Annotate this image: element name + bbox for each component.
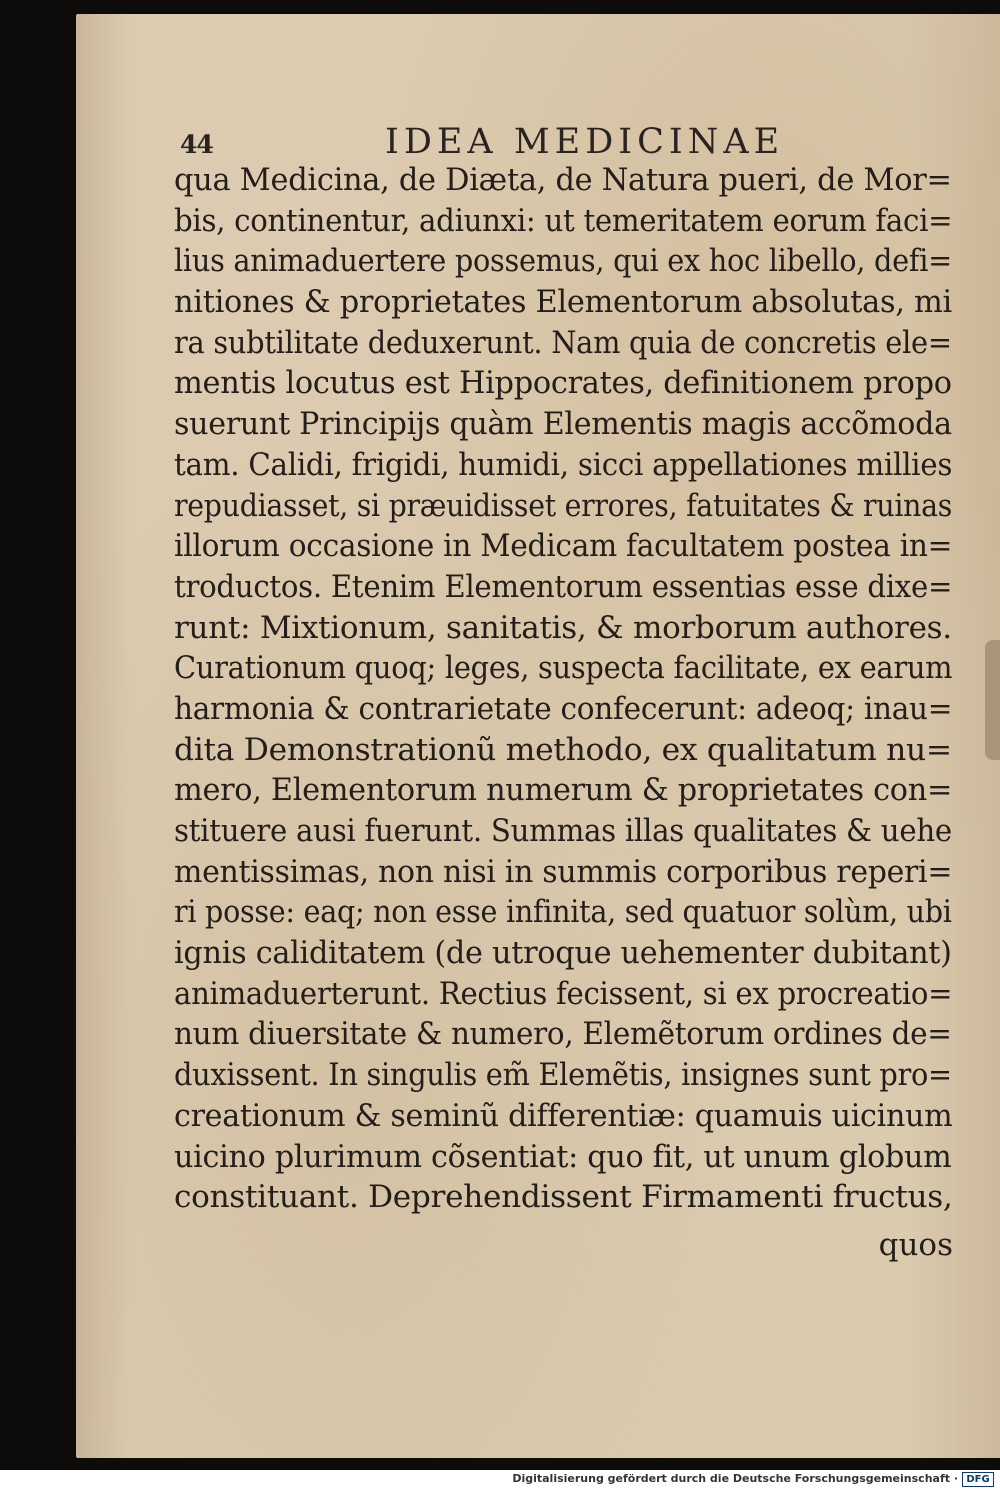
text-line: repudiasset, si præuidisset errores, fatuitates & ruinas xyxy=(174,487,953,524)
text-line: uicino plurimum cõsentiat: quo fit, ut unum globum xyxy=(174,1138,952,1175)
text-line: mero, Elementorum numerum & proprietates con= xyxy=(174,772,953,809)
text-line: dita Demonstrationũ methodo, ex qualitatum nu= xyxy=(174,731,952,768)
text-line: mentissimas, non nisi in summis corporibus reperi= xyxy=(174,853,953,890)
running-head: IDEA MEDICINAE xyxy=(385,122,785,162)
page-edge-shadow xyxy=(985,640,1000,760)
text-line: nitiones & proprietates Elementorum absolutas, mi xyxy=(174,284,952,321)
text-line: qua Medicina, de Diæta, de Natura pueri, de Mor= xyxy=(174,162,952,198)
text-line: duxissent. In singulis em̃ Elemẽtis, insignes sunt pro= xyxy=(174,1057,952,1094)
text-line: ignis caliditatem (de utroque uehementer dubitant) xyxy=(174,935,952,972)
text-line: harmonia & contrarietate confecerunt: adeoq; inau= xyxy=(174,690,953,727)
text-line: mentis locutus est Hippocrates, definitionem propo xyxy=(174,365,952,402)
text-line: creationum & seminũ differentiæ: quamuis uicinum xyxy=(174,1097,953,1134)
text-line: troductos. Etenim Elementorum essentias esse dixe= xyxy=(174,568,953,605)
page-number: 44 xyxy=(180,130,213,159)
text-line: ri posse: eaq; non esse infinita, sed quatuor solùm, ubi xyxy=(174,894,952,931)
text-line: constituant. Deprehendissent Firmamenti fructus, xyxy=(174,1179,953,1216)
text-line: lius animaduertere possemus, qui ex hoc libello, defi= xyxy=(174,243,952,280)
dfg-logo: DFG xyxy=(962,1472,994,1487)
text-line: animaduerterunt. Rectius fecissent, si ex procreatio= xyxy=(174,975,953,1012)
text-line: tam. Calidi, frigidi, humidi, sicci appellationes millies xyxy=(174,446,953,483)
text-line: runt: Mixtionum, sanitatis, & morborum authores. xyxy=(174,609,952,646)
body-text xyxy=(174,160,952,1218)
footer-bar xyxy=(0,1470,1000,1490)
text-line: Curationum quoq; leges, suspecta facilitate, ex earum xyxy=(174,650,953,687)
text-line: stituere ausi fuerunt. Summas illas qualitates & uehe xyxy=(174,813,952,849)
text-line: num diuersitate & numero, Elemẽtorum ordines de= xyxy=(174,1016,952,1053)
text-line: ra subtilitate deduxerunt. Nam quia de concretis ele= xyxy=(174,324,952,361)
text-line: suerunt Principijs quàm Elementis magis accõmoda xyxy=(174,406,952,443)
text-line: bis, continentur, adiunxi: ut temeritatem eorum faci= xyxy=(174,202,953,239)
digitization-credit: Digitalisierung gefördert durch die Deutsche Forschungsgemeinschaft · xyxy=(512,1472,958,1485)
text-line: illorum occasione in Medicam facultatem postea in= xyxy=(174,528,953,565)
catchword: quos xyxy=(878,1227,953,1263)
